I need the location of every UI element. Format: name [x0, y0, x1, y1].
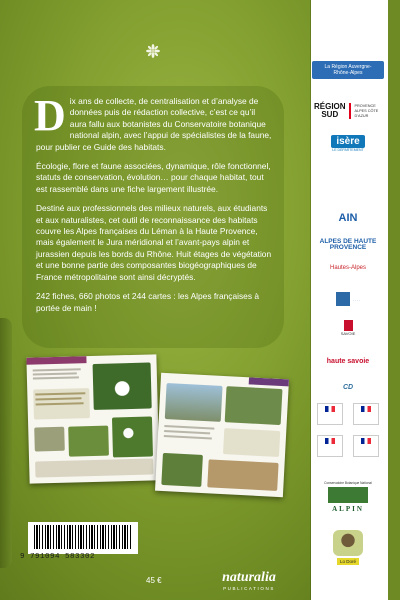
prefecture-logo [317, 403, 343, 425]
logo-prefectures-row1 [312, 402, 384, 426]
logo-department-square: . . . . [312, 290, 384, 308]
logo-lo-dore: Lo Doré [312, 526, 384, 568]
sidebar-green-strip [388, 0, 400, 600]
logo-cd: CD [342, 383, 354, 391]
logo-haute-savoie: haute savoie [326, 357, 370, 365]
page-header-bar [26, 356, 86, 365]
logo-ain: AIN [338, 212, 358, 224]
prefecture-logo [353, 435, 379, 457]
logo-hautes-alpes: Hautes-Alpes [329, 265, 367, 271]
logo-region-sud: RÉGION SUD PROVENCE ALPES CÔTE D’AZUR [314, 102, 379, 119]
prefecture-logo [317, 435, 343, 457]
prefecture-logo [353, 403, 379, 425]
paragraph-summary: 242 fiches, 660 photos et 244 cartes : les Alpes françaises à portée de main ! [36, 291, 260, 313]
book-spread-preview [20, 356, 286, 496]
logo-savoie: SAVOIE [312, 318, 384, 338]
logo-cbn-alpin: Conservatoire Botanique National ALPIN [324, 481, 372, 513]
map-thumbnail [34, 427, 65, 452]
french-flag-icon [361, 406, 371, 412]
side-tab-decoration [0, 318, 12, 568]
meadow-photo [225, 386, 283, 425]
back-cover-text [34, 91, 272, 322]
publisher-logo: naturalia PUBLICATIONS [222, 570, 276, 591]
french-flag-icon [325, 438, 335, 444]
logo-isere: isère LE DÉPARTEMENT [332, 135, 364, 152]
mountain-icon [328, 487, 368, 503]
moth-photo [207, 459, 278, 491]
french-flag-icon [325, 406, 335, 412]
landscape-photo [165, 383, 223, 422]
logo-region-aura: La Région Auvergne-Rhône-Alpes [312, 58, 384, 82]
savoie-shield-icon [344, 320, 353, 331]
paragraph-audience: Destiné aux professionnels des milieux naturels, aux étudiants et aux naturalistes, cet outil de reconnaissance des habitats couvre les Alpes françaises du Léman à la Haute Provence, mais également le Jura méridional et l’avant-pays alpin et jurassien depuis les bords du Rhône. Huit étages de végétation et une bonne partie des composantes biogéographiques de France métropolitaine sont ainsi décryptés. [36, 203, 272, 282]
plant-photo [68, 426, 109, 457]
logo-alpes-haute-provence: ALPES DE HAUTE PROVENCE [319, 238, 377, 251]
preview-page-right [155, 373, 289, 498]
price-label: 45 € [146, 576, 162, 585]
paragraph-content: Écologie, flore et faune associées, dynamique, rôle fonctionnel, statuts de conservation, évolution… pour chaque habitat, tout est rassemblé dans une fiche largement illustrée. [36, 161, 271, 194]
isbn-number: 9 791094 583302 [20, 553, 96, 561]
preview-page-left [26, 354, 159, 483]
french-flag-icon [361, 438, 371, 444]
shrub-photo [161, 453, 203, 487]
paragraph-intro: Dix ans de collecte, de centralisation et d’analyse de données puis de rédaction collective, c’est ce qu’il aura fallu aux botanistes du Conservatoire botanique national alpin, avec l’appui de spécialistes de la faune, pour publier ce Guide des habitats. [34, 91, 272, 152]
flower-photo [93, 362, 152, 410]
barcode [28, 522, 138, 554]
edelweiss-icon [146, 44, 160, 58]
drop-cap: D [34, 91, 66, 140]
bird-icon [333, 530, 363, 556]
table-strip [35, 458, 153, 477]
plant-photo-2 [112, 416, 153, 457]
logo-prefectures-row2 [312, 434, 384, 458]
